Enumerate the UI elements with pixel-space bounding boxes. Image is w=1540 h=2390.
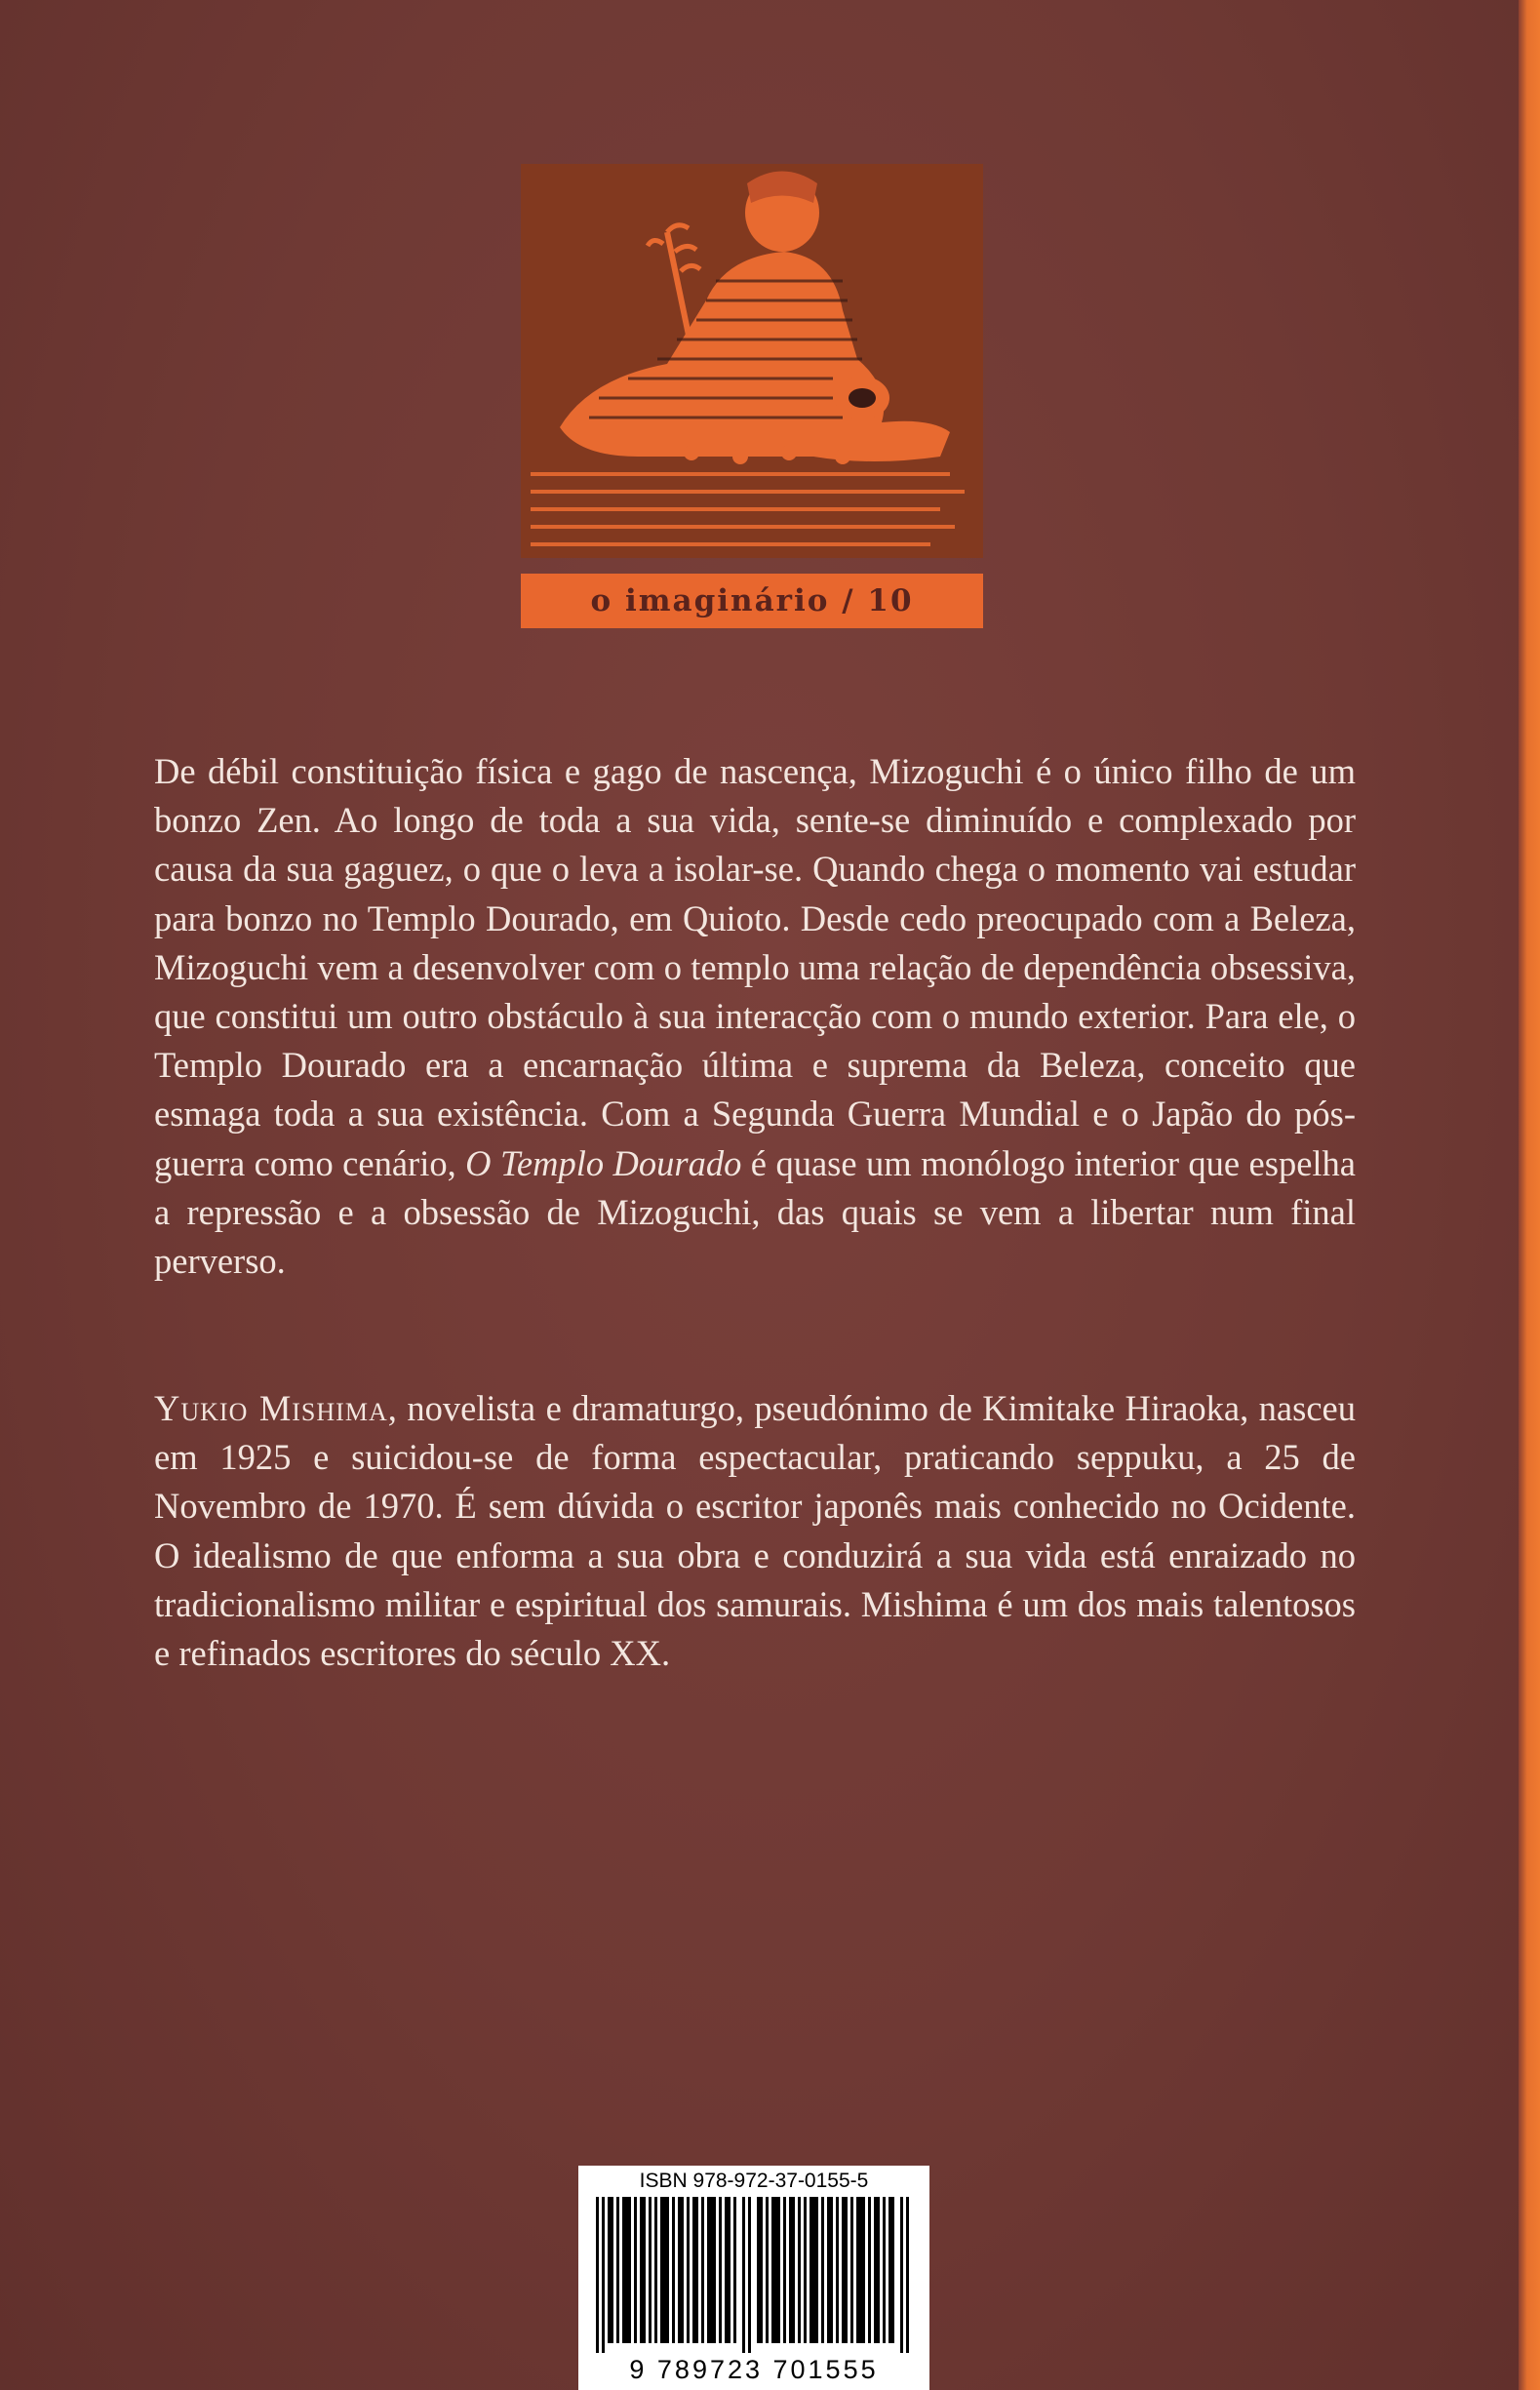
author-name: Yukio Mishima bbox=[154, 1388, 388, 1428]
book-title-italic: O Templo Dourado bbox=[465, 1142, 742, 1183]
author-bio-text: , novelista e dramaturgo, pseudónimo de Kimitake Hiraoka, nasceu em 1925 e suicidou-se de forma espectacular, praticando seppuku, a 25 de Novembro de 1970. É sem dúvida o escritor japonês mais conhecido no Ocidente. O idealismo de que enforma a sua obra e conduzirá a sua vida está enraizado no tradicionalismo militar e espiritual dos samurais. Mishima é um dos mais talentosos e refinados escritores do século XX. bbox=[154, 1388, 1356, 1674]
barcode-label bbox=[578, 2166, 929, 2390]
synopsis-text-part-1: De débil constituição física e gago de nascença, Mizoguchi é o único filho de um bonzo Zen. Ao longo de toda a sua vida, sente-se diminuído e complexado por causa da sua gaguez, o que o leva a isolar-se. Quando chega o momento vai estudar para bonzo no Templo Dourado, em Quioto. Desde cedo preocupado com a Beleza, Mizoguchi vem a desenvolver com o templo uma relação de dependência obsessiva, que constitui um outro obstáculo à sua interacção com o mundo exterior. Para ele, o Templo Dourado era a encarnação última e suprema da Beleza, conceito que esmaga toda a sua existência. Com a Segunda Guerra Mundial e o Japão do pós-guerra como cenário, bbox=[154, 751, 1356, 1183]
author-bio-paragraph bbox=[154, 1384, 1356, 1678]
synopsis-text-part-2: é quase um monólogo interior que espelha a repressão e a obsessão de Mizoguchi, das quais se vem a libertar num final perverso. bbox=[154, 1142, 1356, 1282]
isbn-text: ISBN 978-972-37-0155-5 bbox=[639, 2170, 869, 2192]
barcode-bars bbox=[596, 2197, 918, 2353]
series-emblem-illustration bbox=[521, 164, 983, 558]
barcode-number: 9 789723 701555 bbox=[629, 2355, 879, 2384]
synopsis-paragraph bbox=[154, 747, 1356, 1286]
series-label: o imaginário / 10 bbox=[521, 574, 983, 628]
spine-edge bbox=[1519, 0, 1540, 2390]
